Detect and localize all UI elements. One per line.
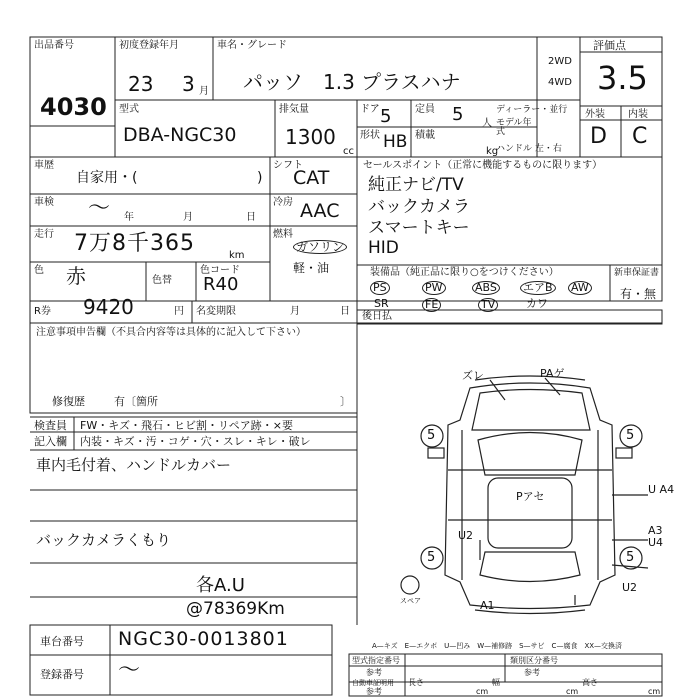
cm-unit: cm xyxy=(566,687,579,696)
exterior-grade: D xyxy=(590,124,607,149)
cc-unit: cc xyxy=(343,146,354,157)
lot-number-label: 出品番号 xyxy=(34,40,74,51)
equipment-tv xyxy=(478,298,498,312)
door-value: 5 xyxy=(380,106,392,127)
warranty-value: 有・無 xyxy=(620,287,657,301)
door-label: ドア xyxy=(360,104,380,115)
spare-label: スペア xyxy=(400,597,421,605)
cm-unit: cm xyxy=(476,687,489,696)
fuel-diesel: 軽・油 xyxy=(293,261,330,275)
inspector-row2: 内装・キズ・汚・コゲ・穴・スレ・キレ・破レ xyxy=(80,435,311,448)
shape-label: 形状 xyxy=(360,130,380,141)
equipment-tv-circle: TV xyxy=(478,298,498,312)
mileage-label: 走行 xyxy=(34,229,54,240)
equipment-pw-circle: PW xyxy=(422,281,446,295)
displacement-label: 排気量 xyxy=(279,104,309,115)
comment-line: @78369Km xyxy=(186,599,285,619)
diagram-mark: Pアセ xyxy=(516,490,545,503)
tire-mark: 5 xyxy=(427,428,436,443)
shift-value: CAT xyxy=(293,167,330,189)
equipment-aw xyxy=(568,281,592,295)
history-value: 自家用・( xyxy=(76,170,138,186)
model-year-label: モデル年式 xyxy=(496,118,532,137)
drive-2wd: 2WD xyxy=(548,56,572,67)
shift-label: シフト xyxy=(273,160,303,171)
notes-label: 注意事項申告欄（不具合内容等は具体的に記入して下さい） xyxy=(36,327,306,338)
ref-label: 参考 xyxy=(366,668,382,677)
repair-history-value: 有〔箇所 xyxy=(114,395,158,408)
displacement-value: 1300 xyxy=(285,125,336,149)
height-label: 高さ xyxy=(582,678,598,687)
equipment-label: 装備品（純正品に限り○をつけください） xyxy=(370,267,559,278)
capacity-label: 定員 xyxy=(415,104,435,115)
length-label: 長さ xyxy=(408,678,424,687)
deadline-day-unit: 日 xyxy=(340,306,350,317)
repair-history-label: 修復歴 xyxy=(52,395,85,408)
deadline-month-unit: 月 xyxy=(290,306,300,317)
inspection-label: 車検 xyxy=(34,197,54,208)
sales-points-label: セールスポイント（正常に機能するものに限ります） xyxy=(363,160,603,171)
car-name-label: 車名・グレード xyxy=(217,40,287,51)
capacity-value: 5 xyxy=(452,104,464,125)
repair-history-close: 〕 xyxy=(340,395,351,408)
shape-value: HB xyxy=(383,132,408,152)
dealer-label: ディーラー・並行 xyxy=(496,105,568,115)
color-label: 色 xyxy=(34,265,44,276)
inspection-year-unit: 年 xyxy=(124,212,134,223)
recycle-value: 9420 xyxy=(83,295,134,319)
month-unit: 月 xyxy=(199,86,209,97)
fuel-gasoline xyxy=(293,240,347,254)
registration-value: 〜 xyxy=(118,658,141,683)
fuel-gasoline-circle: ガソリン xyxy=(293,240,347,254)
diagram-mark: PAゲ xyxy=(540,367,565,380)
sales-point-item: 純正ナビ/TV xyxy=(368,175,464,195)
first-registration-year: 23 xyxy=(128,72,154,96)
sales-point-item: バックカメラ xyxy=(368,197,470,217)
color-code-value: R40 xyxy=(203,274,239,295)
car-name-value: パッソ 1.3 プラスハナ xyxy=(243,70,461,94)
mileage-value: 7万8千365 xyxy=(74,231,195,256)
yen-unit: 円 xyxy=(174,306,184,317)
width-label: 幅 xyxy=(492,678,500,687)
color-code-label: 色コード xyxy=(200,265,240,276)
ref-label: 参考 xyxy=(366,687,382,696)
equipment-kawa: カワ xyxy=(526,297,548,310)
tire-mark: 5 xyxy=(427,550,436,565)
color-value: 赤 xyxy=(66,264,86,288)
interior-label: 内装 xyxy=(628,109,648,120)
inspector-row1: FW・キズ・飛石・ヒビ割・リペア跡・×要 xyxy=(80,419,293,432)
equipment-airbag-circle: エアB xyxy=(520,281,556,295)
comment-line: バックカメラくもり xyxy=(36,531,172,549)
first-registration-month: 3 xyxy=(182,72,195,96)
tire-mark: 5 xyxy=(626,550,635,565)
inspection-day-unit: 日 xyxy=(246,212,256,223)
km-unit: km xyxy=(229,250,245,261)
inspection-value: 〜 xyxy=(88,196,111,221)
chassis-value: NGC30-0013801 xyxy=(118,628,289,650)
color-change-label: 色替 xyxy=(152,275,172,286)
history-label: 車歴 xyxy=(34,160,54,171)
tire-mark: 5 xyxy=(626,428,635,443)
ref-label: 参考 xyxy=(524,668,540,677)
history-close: ) xyxy=(257,170,263,186)
type-cert-label: 型式指定番号 xyxy=(352,656,400,665)
score-value: 3.5 xyxy=(597,59,648,97)
entry-label: 記入欄 xyxy=(34,435,67,448)
inspector-label: 検査員 xyxy=(34,419,67,432)
equipment-fe xyxy=(422,298,441,312)
equipment-abs xyxy=(472,281,500,295)
damage-legend: A—キズ E—エクボ U—凹み W—補修跡 S—サビ C—腐食 XX—交換済 xyxy=(372,642,623,650)
interior-grade: C xyxy=(632,124,648,149)
class-label: 類別区分番号 xyxy=(510,656,558,665)
registration-label: 登録番号 xyxy=(40,668,84,681)
equipment-ps xyxy=(370,281,390,295)
drive-4wd: 4WD xyxy=(548,77,572,88)
score-label: 評価点 xyxy=(593,39,626,52)
type-label: 型式 xyxy=(119,104,139,115)
equipment-ps-circle: PS xyxy=(370,281,390,295)
exterior-label: 外装 xyxy=(585,109,605,120)
comment-line: 車内毛付着、ハンドルカバー xyxy=(36,456,232,474)
diagram-mark: U4 xyxy=(648,536,664,549)
chassis-label: 車台番号 xyxy=(40,635,84,648)
handle-label: ハンドル 左・右 xyxy=(496,144,562,154)
equipment-airbag xyxy=(520,281,556,295)
person-unit: 人 xyxy=(482,118,492,129)
recycle-label: R券 xyxy=(34,306,51,317)
ac-label: 冷房 xyxy=(273,197,293,208)
sales-point-item: HID xyxy=(368,238,399,258)
comment-line: 各A.U xyxy=(196,575,245,596)
diagram-mark: A3 xyxy=(648,524,663,537)
diagram-mark: U2 xyxy=(622,581,638,594)
lot-number: 4030 xyxy=(40,93,107,121)
equipment-aw-circle: AW xyxy=(568,281,592,295)
kg-unit: kg xyxy=(486,146,499,157)
name-change-deadline-label: 名変期限 xyxy=(196,306,236,317)
diagram-mark: A1 xyxy=(480,599,495,612)
warranty-label: 新車保証書 xyxy=(614,268,660,278)
post-options-label: 後日払 xyxy=(362,311,392,322)
inspection-month-unit: 月 xyxy=(183,212,193,223)
load-label: 積載 xyxy=(415,130,435,141)
cm-unit: cm xyxy=(648,687,661,696)
diagram-mark: ズレ xyxy=(462,369,484,382)
ac-value: AAC xyxy=(300,200,340,222)
diagram-mark: U2 xyxy=(458,529,474,542)
equipment-sr: SR xyxy=(374,297,389,310)
equipment-fe-circle: FE xyxy=(422,298,441,312)
first-registration-label: 初度登録年月 xyxy=(119,40,179,51)
equipment-pw xyxy=(422,281,446,295)
sales-point-item: スマートキー xyxy=(368,218,470,238)
equipment-abs-circle: ABS xyxy=(472,281,500,295)
fuel-label: 燃料 xyxy=(273,229,293,240)
type-value: DBA-NGC30 xyxy=(123,124,237,146)
cert-label: 自動車証明用 xyxy=(352,679,394,687)
diagram-mark: U A4 xyxy=(648,483,675,496)
